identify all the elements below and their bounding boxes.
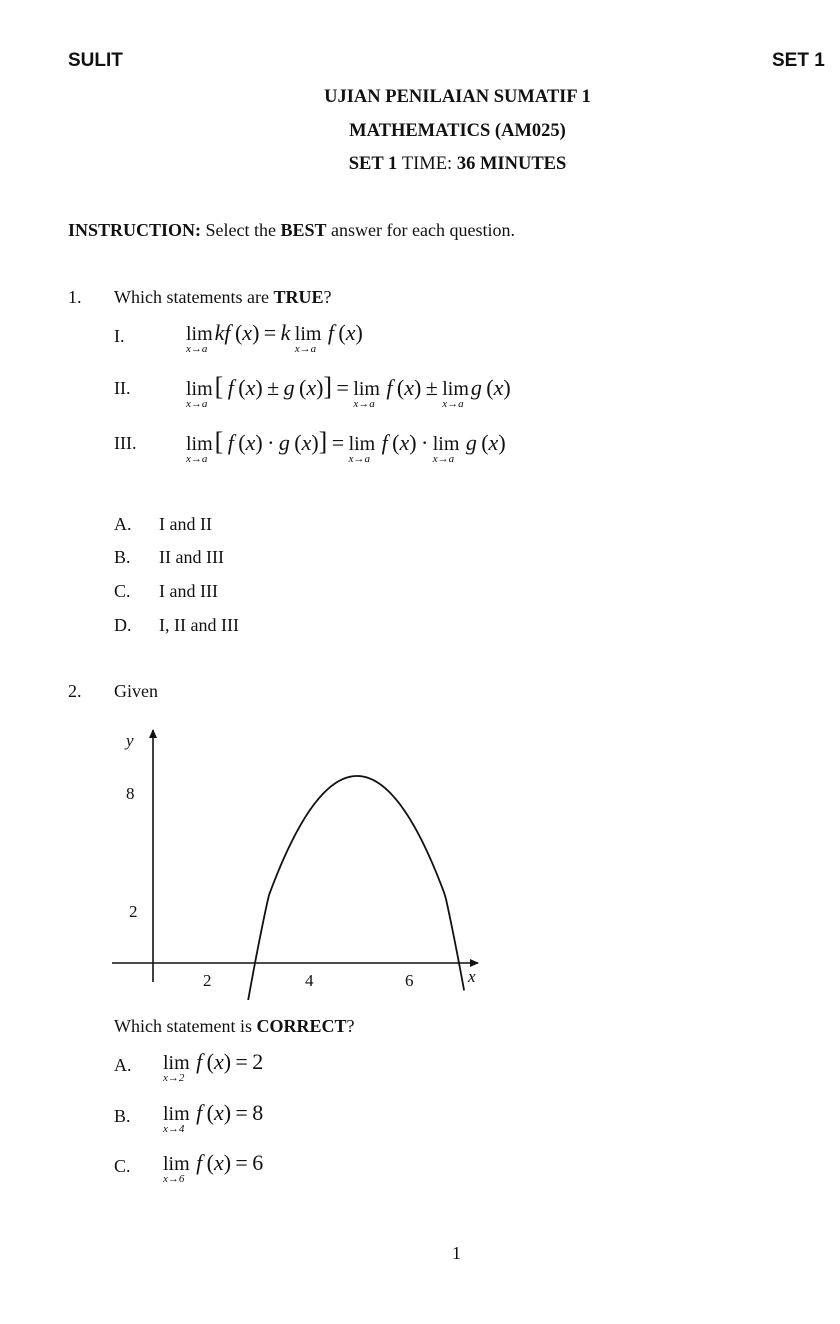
x-tick-label: 4 [305,971,314,990]
x-axis-label: x [468,967,476,986]
q1-option-d-text[interactable]: I, II and III [159,615,239,635]
y-tick-label: 8 [126,784,135,803]
x-tick-label: 2 [203,971,212,990]
lim-operator: lim x→a [186,378,213,410]
q2-stem-post: ? [346,1016,355,1036]
function-graph [100,720,500,1000]
q1-statement-2-expr: lim x→a [ f (x) ± g (x)] = lim x→a f (x) ± lim x→a g (x) [186,372,511,410]
y-axis-label: y [126,731,134,750]
q2-option-letter: A. [114,1055,132,1075]
q1-statement-numeral: I. [114,326,125,346]
q2-stem-emph: CORRECT [256,1016,347,1036]
q2-option-letter: B. [114,1106,131,1126]
q1-option-letter: A. [114,514,132,534]
lim-operator: lim x→a [432,433,460,465]
q1-option-c-text[interactable]: I and III [159,581,218,601]
q1-stem-pre: Which statements are [114,287,269,307]
instruction-emph: BEST [280,220,327,240]
q1-option-letter: D. [114,615,132,635]
q1-number: 1. [68,287,82,307]
q2-number: 2. [68,681,82,701]
lim-operator: lim x→a [186,433,213,465]
q2-option-letter: C. [114,1156,131,1176]
lim-operator: lim x→a [186,323,213,355]
header-right-label: SET 1 [772,50,825,71]
q1-statement-1-expr: lim x→a kf (x) = k lim x→a f (x) [186,320,363,355]
set-time-line [0,154,840,175]
instruction-line [68,220,515,241]
lim-operator: lim x→4 [163,1103,190,1135]
time-label: TIME: [401,154,453,174]
q2-given: Given [114,681,158,701]
time-value: 36 MINUTES [456,154,567,174]
q1-option-letter: B. [114,547,131,567]
lim-operator: lim x→a [442,378,469,410]
q2-option-c-expr[interactable]: lim x→6 f (x) = 6 [163,1150,264,1185]
q2-option-a-rhs: 2 [252,1049,264,1074]
lim-operator: lim x→a [348,433,376,465]
q1-stem [114,287,331,308]
function-curve [247,776,464,1000]
x-tick-label: 6 [405,971,414,990]
y-tick-label: 2 [129,902,138,921]
lim-operator: lim x→6 [163,1153,190,1185]
q1-statement-numeral: II. [114,378,131,398]
lim-operator: lim x→2 [163,1052,190,1084]
q1-statement-numeral: III. [114,433,137,453]
instruction-pre: Select the [205,220,277,240]
lim-operator: lim x→a [294,323,322,355]
instruction-label: INSTRUCTION: [68,220,202,240]
q2-option-c-rhs: 6 [252,1150,264,1175]
q1-option-b-text[interactable]: II and III [159,547,224,567]
set-label: SET 1 [348,154,398,174]
lim-operator: lim x→a [353,378,380,410]
header-left-label: SULIT [68,50,123,71]
q2-option-b-rhs: 8 [252,1100,264,1125]
exam-title: UJIAN PENILAIAN SUMATIF 1 [324,87,591,107]
q1-statement-3-expr: lim x→a [ f (x) · g (x)] = lim x→a f (x) · lim x→a g (x) [186,427,506,465]
q1-stem-emph: TRUE [273,287,324,307]
q2-stem-pre: Which statement is [114,1016,252,1036]
instruction-post: answer for each question. [331,220,515,240]
q1-stem-post: ? [323,287,332,307]
q1-option-a-text[interactable]: I and II [159,514,212,534]
subject-title: MATHEMATICS (AM025) [349,121,566,141]
q1-option-letter: C. [114,581,131,601]
q2-option-a-expr[interactable]: lim x→2 f (x) = 2 [163,1049,264,1084]
q2-stem [114,1016,354,1037]
page-number: 1 [452,1243,461,1263]
q2-option-b-expr[interactable]: lim x→4 f (x) = 8 [163,1100,264,1135]
